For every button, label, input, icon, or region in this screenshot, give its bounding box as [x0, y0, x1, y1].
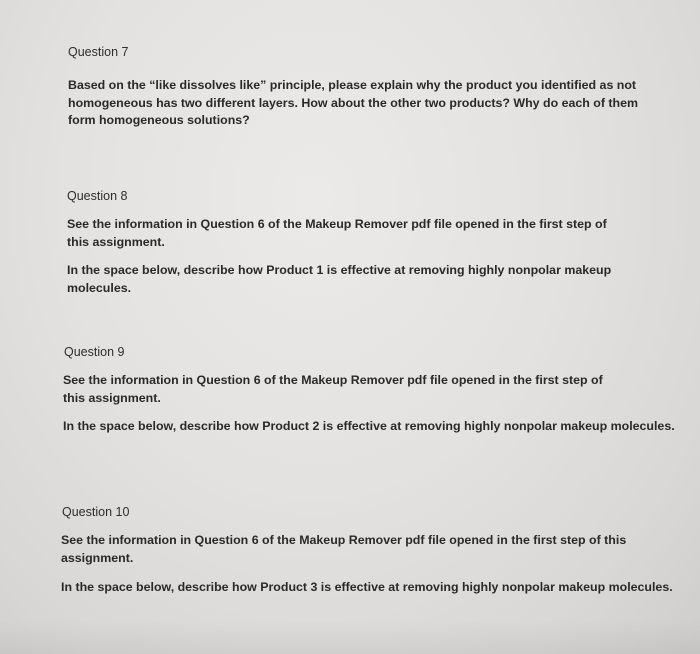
question-prompt: Based on the “like dissolves like” principle, please explain why the product you identified as not homogeneous has two different layers. How about the other two products? Why do each of them form homogeneous solutions?	[68, 78, 639, 127]
question-reference: See the information in Question 6 of the Makeup Remover pdf file opened in the first step of this assignment.	[61, 533, 627, 565]
question-reference: See the information in Question 6 of the Makeup Remover pdf file opened in the first step of this assignment.	[67, 217, 607, 249]
question-prompt: In the space below, describe how Product 1 is effective at removing highly nonpolar makeup molecules.	[67, 263, 612, 295]
question-title: Question 7	[68, 45, 129, 59]
question-title: Question 8	[67, 189, 128, 203]
question-reference: See the information in Question 6 of the Makeup Remover pdf file opened in the first step of this assignment.	[63, 373, 603, 405]
page-shadow	[0, 620, 700, 654]
question-prompt: In the space below, describe how Product 3 is effective at removing highly nonpolar makeup molecules.	[61, 580, 673, 594]
question-title: Question 9	[64, 345, 125, 359]
question-prompt: In the space below, describe how Product 2 is effective at removing highly nonpolar makeup molecules.	[63, 419, 675, 433]
question-title: Question 10	[62, 505, 130, 519]
